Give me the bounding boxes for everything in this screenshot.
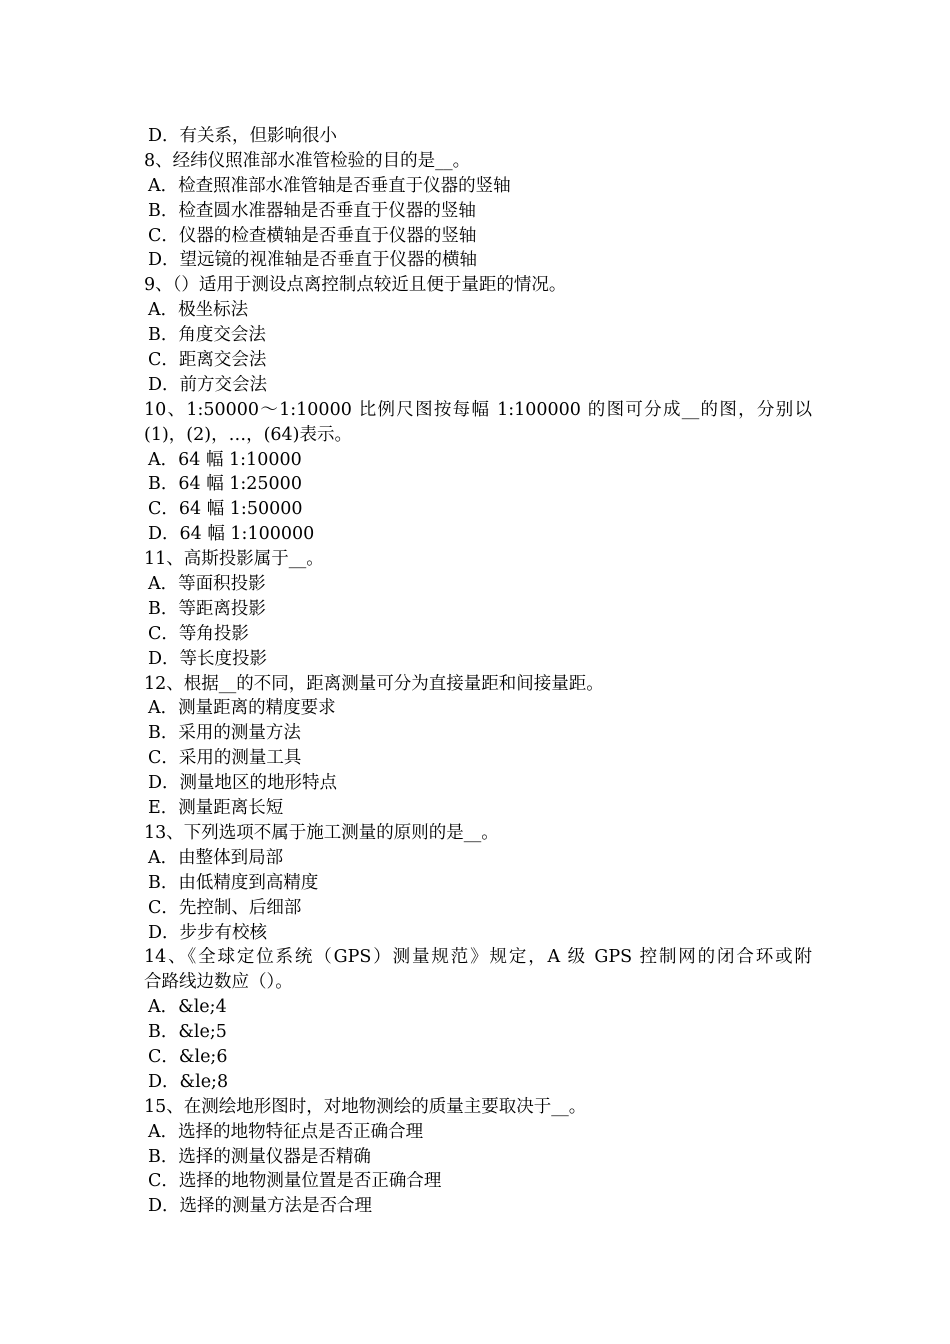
option-line: B．64 幅 1:25000 — [148, 474, 302, 495]
option-line: A．由整体到局部 — [148, 847, 284, 868]
option-line: D．测量地区的地形特点 — [148, 773, 338, 794]
option-line: B．采用的测量方法 — [148, 723, 301, 744]
option-line: C．先控制、后细部 — [148, 897, 302, 918]
question-9: 9、（）适用于测设点离控制点较近且便于量距的情况。 — [144, 275, 567, 296]
option-line: A．选择的地物特征点是否正确合理 — [148, 1121, 424, 1142]
option-line: A．极坐标法 — [148, 300, 249, 321]
option-line: B．角度交会法 — [148, 325, 266, 346]
option-line: B．由低精度到高精度 — [148, 872, 319, 893]
option-line: E．测量距离长短 — [148, 798, 284, 819]
option-line: B．&le;5 — [148, 1022, 227, 1043]
option-line: A．64 幅 1:10000 — [148, 449, 302, 470]
question-10: 10、1:50000～1:10000 比例尺图按每幅 1:100000 的图可分成__的图，分别以 — [144, 399, 812, 420]
option-line: C．仪器的检查横轴是否垂直于仪器的竖轴 — [148, 225, 477, 246]
option-line: D．等长度投影 — [148, 648, 268, 669]
question-14-continued: 合路线边数应（）。 — [144, 972, 293, 993]
question-14: 14、《全球定位系统（GPS）测量规范》规定，A 级 GPS 控制网的闭合环或附 — [144, 947, 812, 968]
question-11: 11、高斯投影属于__。 — [144, 549, 324, 570]
option-line: B．检查圆水准器轴是否垂直于仪器的竖轴 — [148, 200, 476, 221]
question-13: 13、下列选项不属于施工测量的原则的是__。 — [144, 822, 499, 843]
option-line: C．&le;6 — [148, 1046, 228, 1067]
option-line: C．采用的测量工具 — [148, 748, 302, 769]
question-15: 15、在测绘地形图时，对地物测绘的质量主要取决于__。 — [144, 1096, 587, 1117]
option-line: C．64 幅 1:50000 — [148, 499, 303, 520]
option-line: D．64 幅 1:100000 — [148, 524, 315, 545]
option-line: C．等角投影 — [148, 623, 249, 644]
question-8: 8、经纬仪照准部水准管检验的目的是__。 — [144, 150, 471, 171]
question-12: 12、根据__的不同，距离测量可分为直接量距和间接量距。 — [144, 673, 604, 694]
option-line: D．选择的测量方法是否合理 — [148, 1196, 373, 1217]
option-line: B．等距离投影 — [148, 598, 266, 619]
option-line: A．&le;4 — [148, 997, 227, 1018]
option-line: D．有关系，但影响很小 — [148, 126, 338, 146]
option-line: D．前方交会法 — [148, 374, 268, 395]
option-line: A．测量距离的精度要求 — [148, 698, 336, 719]
option-line: D．&le;8 — [148, 1071, 229, 1092]
option-line: D．步步有校核 — [148, 922, 268, 943]
option-line: D．望远镜的视准轴是否垂直于仪器的横轴 — [148, 250, 478, 271]
option-line: B．选择的测量仪器是否精确 — [148, 1146, 371, 1167]
option-line: A．等面积投影 — [148, 574, 266, 595]
option-line: A．检查照准部水准管轴是否垂直于仪器的竖轴 — [148, 175, 511, 196]
option-line: C．距离交会法 — [148, 350, 267, 371]
question-10-continued: (1)，(2)，…，(64)表示。 — [144, 424, 353, 445]
question-list — [144, 124, 812, 1219]
option-line: C．选择的地物测量位置是否正确合理 — [148, 1171, 442, 1192]
